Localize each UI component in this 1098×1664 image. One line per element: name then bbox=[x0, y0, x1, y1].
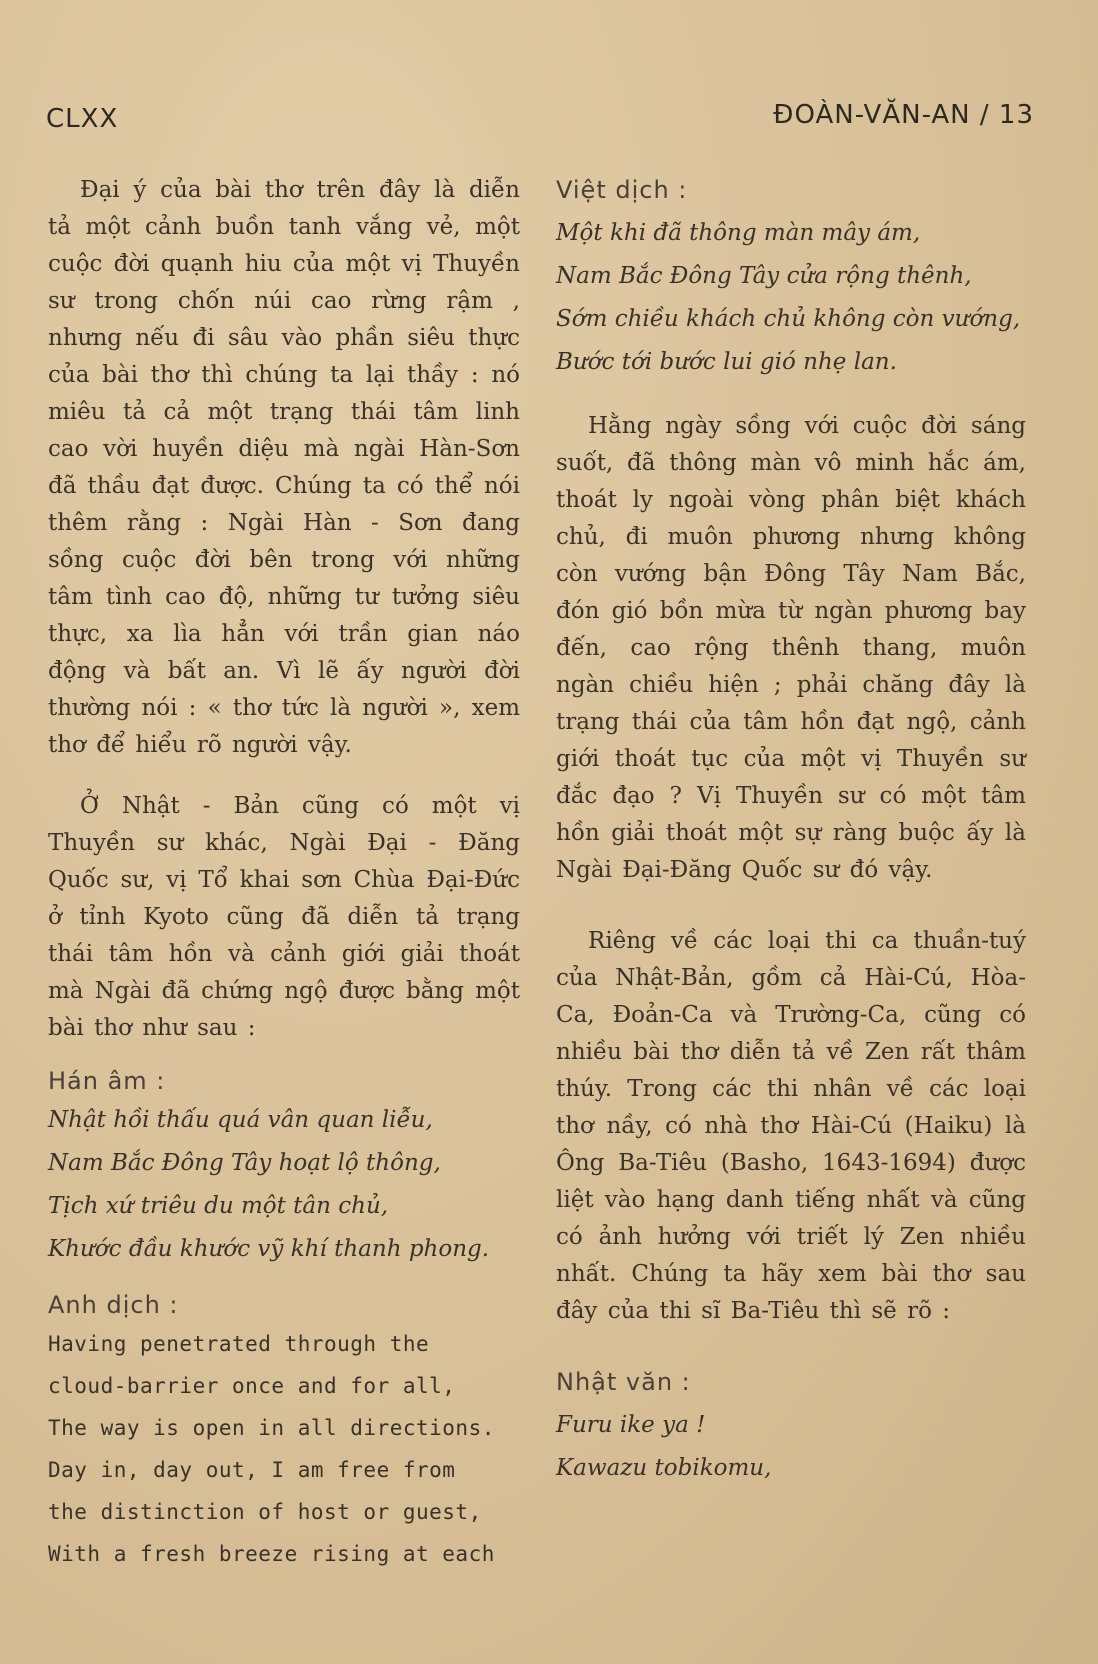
label-nhat-van: Nhật văn : bbox=[556, 1368, 691, 1396]
paragraph-haiku: Riêng về các loại thi ca thuần-tuý của Nhật-Bản, gồm cả Hài-Cú, Hòa-Ca, Đoản-Ca và Trường-Ca, cũng có nhiều bài thơ diễn tả về Zen rất thâm thúy. Trong các thi nhân về các loại thơ nầy, có nhà thơ Hài-Cú (Haiku) là Ông Ba-Tiêu (Basho, 1643-1694) được liệt vào hạng danh tiếng nhất và cũng có ảnh hưởng với triết lý Zen nhiều nhất. Chúng ta hãy xem bài thơ sau đây của thi sĩ Ba-Tiêu thì sẽ rõ : bbox=[556, 928, 1026, 1324]
poem-line: Tịch xứ triêu du một tân chủ, bbox=[48, 1193, 389, 1219]
poem-line: Having penetrated through the bbox=[48, 1332, 430, 1356]
poem-line: The way is open in all directions. bbox=[48, 1416, 495, 1440]
label-viet-dich: Việt dịch : bbox=[556, 176, 688, 204]
poem-line: Khước đầu khước vỹ khí thanh phong. bbox=[48, 1236, 490, 1262]
poem-line: the distinction of host or guest, bbox=[48, 1500, 482, 1524]
right-column bbox=[556, 172, 1026, 1490]
viet-poem bbox=[556, 212, 1026, 384]
poem-line: Bước tới bước lui gió nhẹ lan. bbox=[556, 349, 897, 375]
poem-line: Nam Bắc Đông Tây cửa rộng thênh, bbox=[556, 263, 972, 289]
poem-line: cloud-barrier once and for all, bbox=[48, 1374, 456, 1398]
label-anh-dich: Anh dịch : bbox=[48, 1291, 179, 1319]
japanese-poem bbox=[556, 1404, 1026, 1490]
running-header: ĐOÀN-VĂN-AN / 13 bbox=[773, 100, 1034, 130]
poem-line: Kawazu tobikomu, bbox=[556, 1455, 772, 1481]
poem-line: Furu ike ya ! bbox=[556, 1412, 706, 1438]
poem-line: Một khi đã thông màn mây ám, bbox=[556, 220, 921, 246]
english-poem bbox=[48, 1323, 520, 1575]
poem-line: Day in, day out, I am free from bbox=[48, 1458, 456, 1482]
label-han-am: Hán âm : bbox=[48, 1067, 166, 1095]
paragraph-han-son: Đại ý của bài thơ trên đây là diễn tả một cảnh buồn tanh vắng vẻ, một cuộc đời quạnh hiu của một vị Thuyền sư trong chốn núi cao rừng rậm , nhưng nếu đi sâu vào phần siêu thực của bài thơ thì chúng ta lại thầy : nó miêu tả cả một trạng thái tâm linh cao vời huyền diệu mà ngài Hàn-Sơn đã thầu đạt được. Chúng ta có thể nói thêm rằng : Ngài Hàn - Sơn đang sồng cuộc đời bên trong với những tâm tình cao độ, những tư tưởng siêu thực, xa lìa hẳn với trần gian náo động và bất an. Vì lẽ ấy người đời thường nói : « thơ tức là người », xem thơ để hiểu rõ người vậy. bbox=[48, 177, 520, 758]
poem-line: Nhật hồi thấu quá vân quan liễu, bbox=[48, 1107, 433, 1133]
page-roman-numeral: CLXX bbox=[46, 104, 119, 134]
poem-line: Nam Bắc Đông Tây hoạt lộ thông, bbox=[48, 1150, 441, 1176]
han-poem bbox=[48, 1099, 520, 1271]
poem-line: Sớm chiều khách chủ không còn vướng, bbox=[556, 306, 1021, 332]
left-column bbox=[48, 172, 520, 1575]
paragraph-commentary: Hằng ngày sồng với cuộc đời sáng suốt, đã thông màn vô minh hắc ám, thoát ly ngoài vòng phân biệt khách chủ, đi muôn phương nhưng không còn vướng bận Đông Tây Nam Bắc, đón gió bồn mừa từ ngàn phương bay đến, cao rộng thênh thang, muôn ngàn chiều hiện ; phải chăng đây là trạng thái của tâm hồn đạt ngộ, cảnh giới thoát tục của một vị Thuyền sư đắc đạo ? Vị Thuyền sư có một tâm hồn giải thoát một sự ràng buộc ấy là Ngài Đại-Đăng Quốc sư đó vậy. bbox=[556, 413, 1026, 883]
paragraph-dai-dang: Ở Nhật - Bản cũng có một vị Thuyền sư khác, Ngài Đại - Đăng Quốc sư, vị Tổ khai sơn Chùa Đại-Đức ở tỉnh Kyoto cũng đã diễn tả trạng thái tâm hồn và cảnh giới giải thoát mà Ngài đã chứng ngộ được bằng một bài thơ như sau : bbox=[48, 793, 520, 1041]
poem-line: With a fresh breeze rising at each bbox=[48, 1542, 495, 1566]
